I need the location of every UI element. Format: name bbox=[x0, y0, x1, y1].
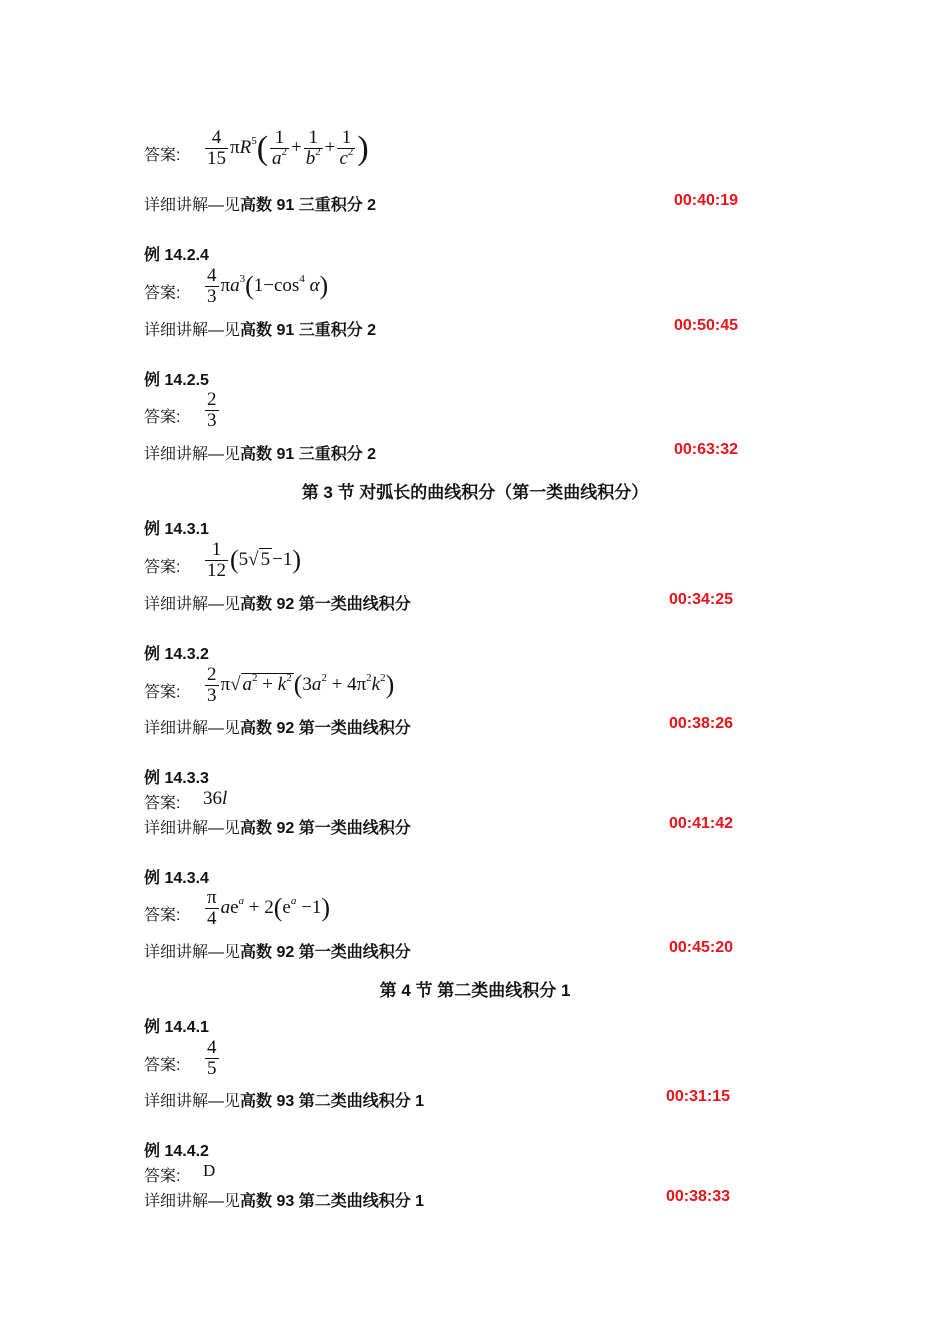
video-timestamp: 00:34:25 bbox=[669, 591, 734, 608]
answer-formula: $\frac{2}{3}$ bbox=[207, 389, 217, 431]
video-timestamp: 00:40:19 bbox=[674, 192, 739, 209]
video-timestamp: 00:45:20 bbox=[669, 939, 734, 956]
detail-line: 详细讲解—见高数 91 三重积分 2 bbox=[144, 446, 377, 463]
example-title: 例 14.4.1 bbox=[144, 1019, 209, 1036]
example-title: 例 14.3.4 bbox=[144, 870, 209, 887]
detail-line: 详细讲解—见高数 93 第二类曲线积分 1 bbox=[144, 1093, 425, 1110]
answer-formula: $\frac{4}{5}$ bbox=[207, 1037, 217, 1079]
answer-label: 答案: bbox=[144, 559, 181, 576]
example-title: 例 14.2.4 bbox=[144, 247, 209, 264]
section-heading: 第 4 节 第二类曲线积分 1 bbox=[379, 981, 571, 1000]
answer-formula: $\frac{1}{12}$ (5√ 5 −1) bbox=[207, 539, 301, 581]
example-title: 例 14.4.2 bbox=[144, 1143, 209, 1160]
detail-reference: 高数 93 第二类曲线积分 1 bbox=[240, 1193, 425, 1210]
answer-formula: D bbox=[203, 1161, 216, 1180]
detail-line: 详细讲解—见高数 91 三重积分 2 bbox=[144, 322, 377, 339]
answer-label: 答案: bbox=[144, 285, 181, 302]
answer-formula: $\frac{\pi}{4}$ $ae^a + 2(e^a -1)$ bbox=[207, 887, 330, 929]
answer-label: 答案: bbox=[144, 795, 181, 812]
section-heading: 第 3 节 对弧长的曲线积分（第一类曲线积分） bbox=[301, 483, 649, 502]
detail-reference: 高数 91 三重积分 2 bbox=[240, 322, 377, 339]
video-timestamp: 00:50:45 bbox=[674, 317, 739, 334]
video-timestamp: 00:38:26 bbox=[669, 715, 734, 732]
detail-line: 详细讲解—见高数 91 三重积分 2 bbox=[144, 197, 377, 214]
video-timestamp: 00:31:15 bbox=[666, 1088, 731, 1105]
video-timestamp: 00:63:32 bbox=[674, 441, 739, 458]
answer-label: 答案: bbox=[144, 409, 181, 426]
detail-line: 详细讲解—见高数 92 第一类曲线积分 bbox=[144, 820, 411, 837]
answer-label: 答案: bbox=[144, 1057, 181, 1074]
example-title: 例 14.3.1 bbox=[144, 521, 209, 538]
detail-line: 详细讲解—见高数 92 第一类曲线积分 bbox=[144, 720, 411, 737]
detail-reference: 高数 91 三重积分 2 bbox=[240, 446, 377, 463]
detail-reference: 高数 92 第一类曲线积分 bbox=[240, 820, 411, 837]
video-timestamp: 00:41:42 bbox=[669, 815, 734, 832]
answer-formula: $\frac{2}{3}$ π√ $a^2 + k^2(3a^2 + 4\pi^2k^2)$ bbox=[207, 664, 395, 706]
answer-label: 答案: bbox=[144, 147, 181, 164]
example-title: 例 14.2.5 bbox=[144, 372, 209, 389]
detail-line: 详细讲解—见高数 92 第一类曲线积分 bbox=[144, 944, 411, 961]
detail-line: 详细讲解—见高数 93 第二类曲线积分 1 bbox=[144, 1193, 425, 1210]
detail-reference: 高数 92 第一类曲线积分 bbox=[240, 944, 411, 961]
answer-formula: $\frac{4}{3}$ $\pi a^3(1-\cos^4$ α) bbox=[207, 265, 329, 307]
example-title: 例 14.3.3 bbox=[144, 770, 209, 787]
example-title: 例 14.3.2 bbox=[144, 646, 209, 663]
detail-reference: 高数 92 第一类曲线积分 bbox=[240, 596, 411, 613]
detail-reference: 高数 93 第二类曲线积分 1 bbox=[240, 1093, 425, 1110]
answer-formula: $\frac{4}{15}$ $\pi R^5$( $\frac{1}{a^2}$ + $\frac{1}{b^2}$ + $\frac{1}{c^2}$ ) bbox=[207, 127, 369, 169]
video-timestamp: 00:38:33 bbox=[666, 1188, 731, 1205]
answer-formula: 36l bbox=[203, 788, 228, 809]
answer-label: 答案: bbox=[144, 684, 181, 701]
answer-label: 答案: bbox=[144, 907, 181, 924]
answer-label: 答案: bbox=[144, 1168, 181, 1185]
detail-reference: 高数 92 第一类曲线积分 bbox=[240, 720, 411, 737]
detail-line: 详细讲解—见高数 92 第一类曲线积分 bbox=[144, 596, 411, 613]
detail-reference: 高数 91 三重积分 2 bbox=[240, 197, 377, 214]
